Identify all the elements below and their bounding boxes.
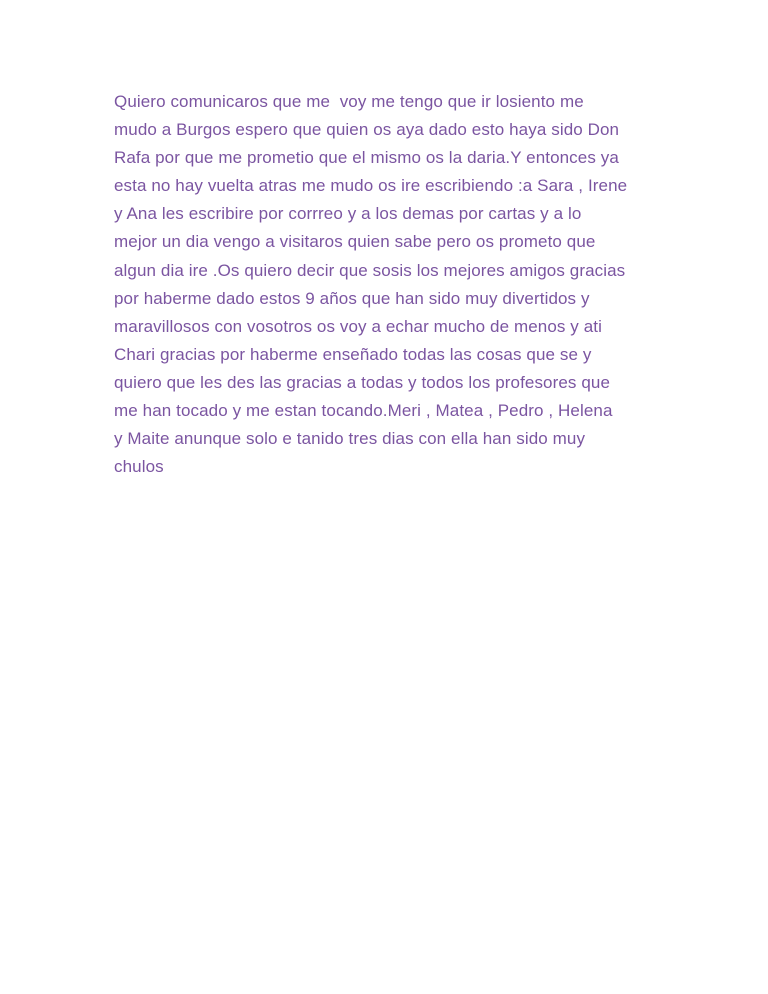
text-line: algun dia ire .Os quiero decir que sosis los mejores amigos gracias xyxy=(114,260,626,280)
text-line: Chari gracias por haberme enseñado todas las cosas que se y xyxy=(114,344,592,364)
text-line: Rafa por que me prometio que el mismo os la daria.Y entonces ya xyxy=(114,148,619,168)
letter-body xyxy=(114,88,674,481)
text-line: y Maite anunque solo e tanido tres dias con ella han sido muy xyxy=(114,429,586,449)
text-line: me han tocado y me estan tocando.Meri , Matea , Pedro , Helena xyxy=(114,401,613,421)
text-line: chulos xyxy=(114,457,164,477)
text-line: quiero que les des las gracias a todas y todos los profesores que xyxy=(114,372,611,392)
text-line: mejor un dia vengo a visitaros quien sabe pero os prometo que xyxy=(114,232,596,252)
text-line: maravillosos con vosotros os voy a echar mucho de menos y ati xyxy=(114,316,602,336)
text-line: esta no hay vuelta atras me mudo os ire escribiendo :a Sara , Irene xyxy=(114,176,628,196)
text-line: y Ana les escribire por corrreo y a los demas por cartas y a lo xyxy=(114,204,582,224)
text-line: Quiero comunicaros que me voy me tengo que ir losiento me xyxy=(114,92,584,111)
text-line: por haberme dado estos 9 años que han sido muy divertidos y xyxy=(114,288,590,308)
text-line: mudo a Burgos espero que quien os aya dado esto haya sido Don xyxy=(114,120,620,140)
